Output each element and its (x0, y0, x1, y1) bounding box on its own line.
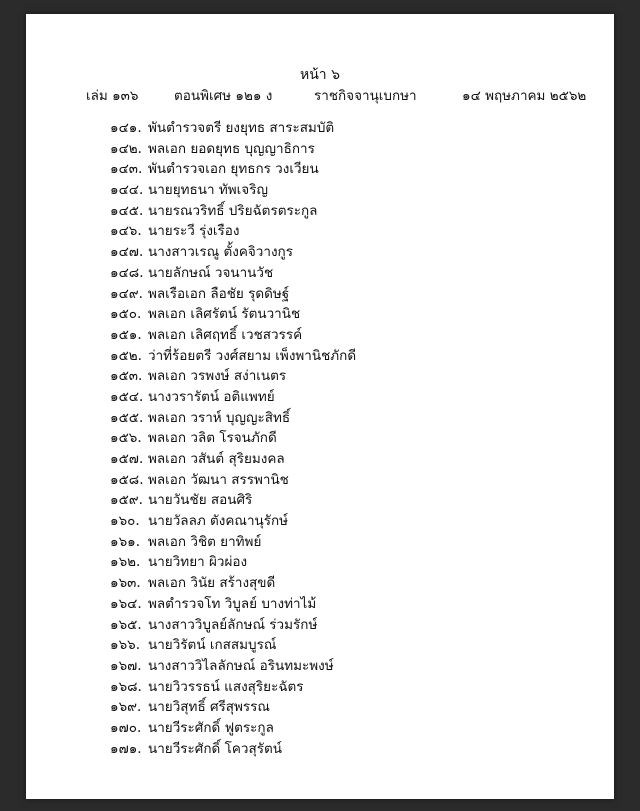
item-number: ๑๕๕. (110, 409, 144, 426)
list-item (110, 325, 356, 346)
item-number: ๑๕๙. (110, 492, 143, 509)
document-page (26, 14, 614, 799)
item-number: ๑๗๐. (110, 719, 142, 736)
item-number: ๑๔๕. (110, 202, 144, 219)
list-item (110, 180, 356, 201)
item-name: นายวัลลภ ตังคณานุรักษ์ (148, 513, 289, 530)
list-item (110, 718, 356, 739)
list-item (110, 366, 356, 387)
item-number: ๑๔๙. (110, 285, 143, 302)
item-name: นายวิสุทธิ์ ศรีสุพรรณ (148, 699, 270, 716)
item-name: นายรณวริทธิ์ ปริยฉัตรตระกูล (148, 202, 318, 219)
item-number: ๑๔๗. (110, 244, 144, 261)
page-number: หน้า ๖ (300, 67, 340, 83)
list-item (110, 677, 356, 698)
item-number: ๑๔๔. (110, 182, 144, 199)
item-name: นายวันชัย สอนศิริ (148, 492, 253, 509)
item-number: ๑๕๐. (110, 306, 142, 323)
list-item (110, 573, 356, 594)
item-name: พันตำรวจตรี ยงยุทธ สาระสมบัติ (148, 120, 335, 136)
list-item (110, 408, 356, 429)
item-number: ๑๔๑. (110, 120, 142, 136)
list-item (110, 304, 356, 325)
item-number: ๑๖๙. (110, 699, 142, 716)
item-name: พลเอก วสันต์ สุริยมงคล (148, 451, 285, 467)
list-item (110, 449, 356, 470)
item-number: ๑๕๒. (110, 347, 142, 364)
item-name: พลเอก วรพงษ์ สง่าเนตร (148, 368, 287, 385)
item-number: ๑๗๑. (110, 740, 142, 757)
publication-date: ๑๔ พฤษภาคม ๒๕๖๒ (462, 88, 587, 104)
list-item (110, 346, 356, 367)
volume-number: เล่ม ๑๓๖ (86, 88, 139, 104)
list-item (110, 615, 356, 636)
item-number: ๑๖๘. (110, 678, 142, 695)
item-name: พันตำรวจเอก ยุทธกร วงเวียน (148, 161, 319, 178)
item-name: พลตำรวจโท วิบูลย์ บางท่าไม้ (148, 595, 317, 612)
item-number: ๑๕๓. (110, 368, 143, 385)
issue-number: ตอนพิเศษ ๑๒๑ ง (174, 88, 273, 104)
item-number: ๑๔๓. (110, 161, 143, 178)
list-item (110, 428, 356, 449)
list-item (110, 263, 356, 284)
item-name: พลเอก ยอดยุทธ บุญญาธิการ (148, 140, 315, 157)
item-number: ๑๖๓. (110, 575, 141, 592)
item-number: ๑๖๔. (110, 595, 142, 612)
list-item (110, 470, 356, 491)
item-number: ๑๖๑. (110, 533, 140, 550)
list-item (110, 594, 356, 615)
list-item (110, 284, 356, 305)
list-item (110, 242, 356, 263)
item-name: นางสาววิไลลักษณ์ อรินทมะพงษ์ (148, 657, 334, 674)
item-number: ๑๕๔. (110, 388, 144, 405)
item-name: พลเอก วัฒนา สรรพานิช (148, 471, 289, 488)
item-number: ๑๖๖. (110, 637, 140, 654)
list-item (110, 697, 356, 718)
item-name: นายวีระศักดิ์ ฟูตระกูล (148, 719, 274, 736)
item-number: ๑๕๖. (110, 430, 142, 447)
item-name: นางสาวเรณู ตั้งคจิวางกูร (148, 244, 293, 261)
list-item (110, 221, 356, 242)
list-item (110, 387, 356, 408)
item-number: ๑๖๕. (110, 616, 142, 633)
item-name: พลเอก วิชิต ยาทิพย์ (148, 533, 262, 550)
list-item (110, 739, 356, 760)
item-number: ๑๔๒. (110, 140, 142, 157)
list-item (110, 635, 356, 656)
item-name: พลเอก วลิต โรจนภักดี (148, 430, 277, 447)
item-number: ๑๔๖. (110, 223, 142, 240)
item-name: พลเอก วราห์ บุญญะสิทธิ์ (148, 409, 291, 426)
list-item (110, 118, 356, 139)
item-name: พลเอก วินัย สร้างสุขดี (148, 575, 276, 592)
item-number: ๑๕๑. (110, 326, 142, 343)
list-item (110, 656, 356, 677)
item-name: นางสาววิบูลย์ลักษณ์ ร่วมรักษ์ (148, 616, 318, 633)
item-name: นายระวี รุ่งเรือง (148, 223, 240, 240)
list-item (110, 552, 356, 573)
item-name: นายลักษณ์ วจนานวัช (148, 264, 274, 281)
item-name: นางวรารัตน์ อติแพทย์ (148, 388, 275, 405)
item-name: นายวีระศักดิ์ โควสุรัตน์ (148, 740, 282, 757)
item-number: ๑๕๘. (110, 471, 144, 488)
list-item (110, 201, 356, 222)
item-number: ๑๖๒. (110, 554, 141, 571)
item-name: นายยุทธนา ทัพเจริญ (148, 182, 268, 199)
item-number: ๑๔๘. (110, 264, 144, 281)
item-name: พลเอก เลิศฤทธิ์ เวชสวรรค์ (148, 326, 303, 343)
name-list (110, 118, 356, 759)
list-item (110, 139, 356, 160)
item-name: นายวิรัตน์ เกสสมบูรณ์ (148, 637, 277, 654)
list-item (110, 511, 356, 532)
item-number: ๑๖๐. (110, 513, 140, 530)
item-name: พลเอก เลิศรัตน์ รัตนวานิช (148, 306, 301, 323)
item-name: ว่าที่ร้อยตรี วงศ์สยาม เพ็งพานิชภักดี (148, 347, 357, 364)
gazette-title: ราชกิจจานุเบกษา (314, 88, 417, 104)
item-name: นายวิวรรธน์ แสงสุริยะฉัตร (148, 678, 304, 695)
item-number: ๑๖๗. (110, 657, 142, 674)
item-number: ๑๕๗. (110, 451, 144, 467)
list-item (110, 532, 356, 553)
item-name: นายวิทยา ผิวผ่อง (148, 554, 248, 571)
list-item (110, 490, 356, 511)
list-item (110, 159, 356, 180)
item-name: พลเรือเอก ลือชัย รุดดิษฐ์ (148, 285, 290, 302)
